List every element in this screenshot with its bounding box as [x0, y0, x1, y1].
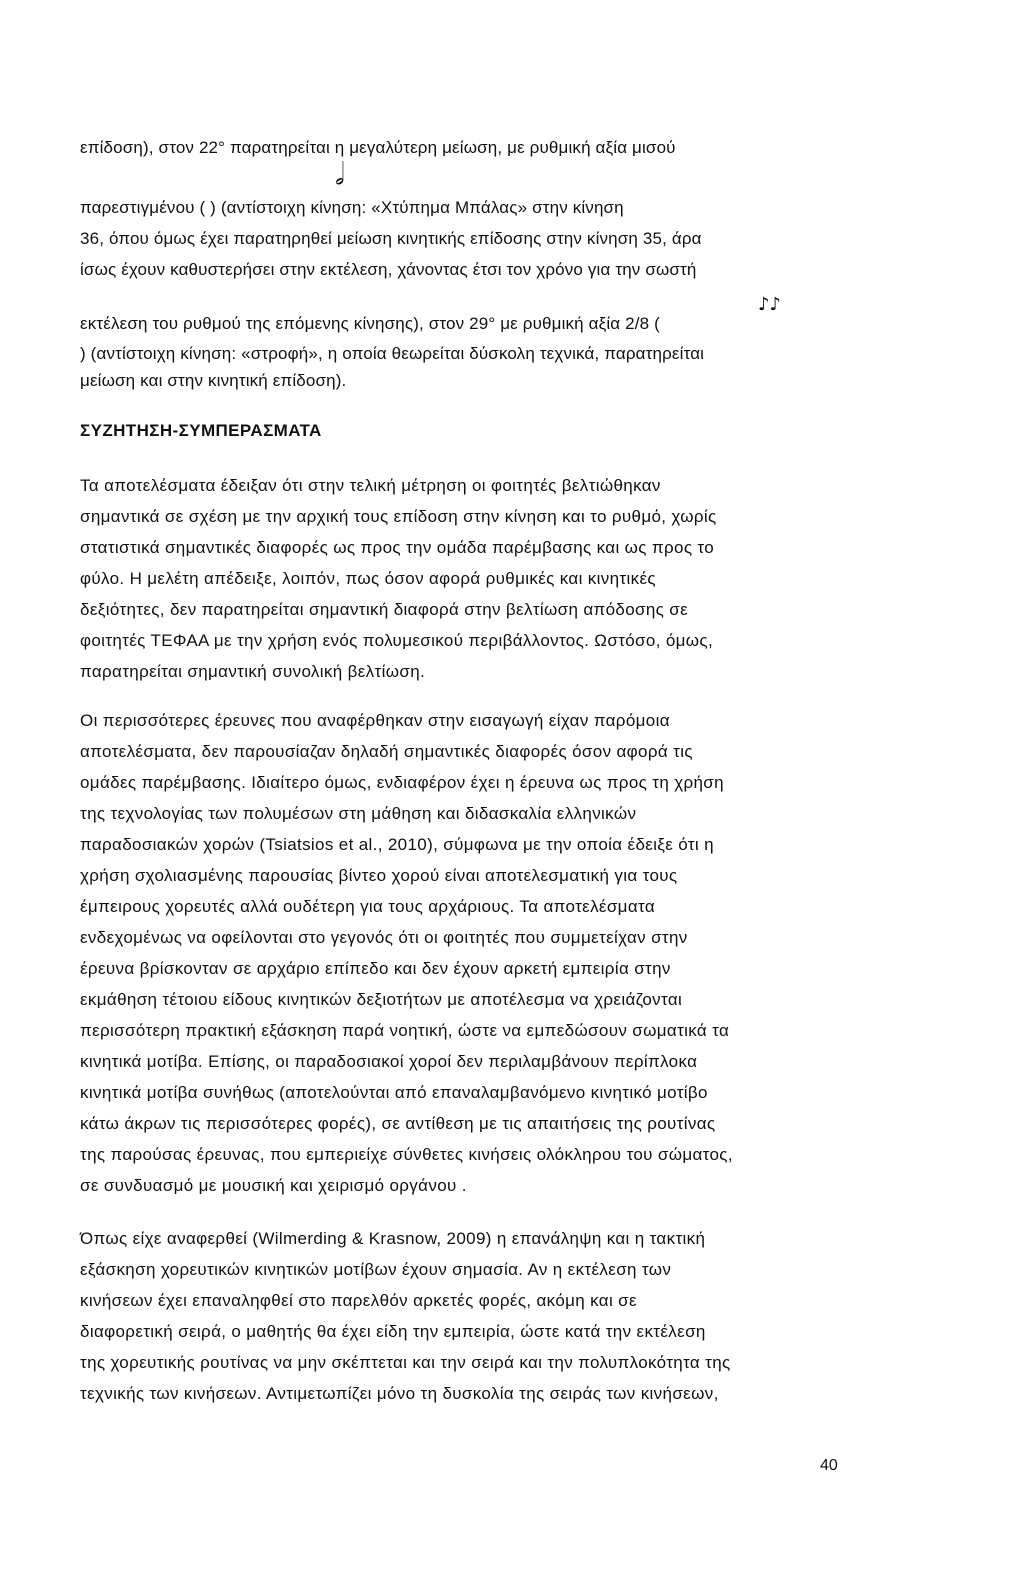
text-line: έμπειρους χορευτές αλλά ουδέτερη για τους αρχάριους. Τα αποτελέσματα	[80, 897, 656, 916]
text-line: σημαντικά σε σχέση με την αρχική τους επίδοση στην κίνηση και το ρυθμό, χωρίς	[80, 507, 717, 526]
text-line: σε συνδυασμό με μουσική και χειρισμό οργάνου .	[80, 1176, 467, 1195]
text-line: εκτέλεση του ρυθμού της επόμενης κίνησης), στον 29° με ρυθμική αξία 2/8 (	[80, 314, 660, 333]
text-line: ) (αντίστοιχη κίνηση: «στροφή», η οποία θεωρείται δύσκολη τεχνικά, παρατηρείται	[80, 344, 705, 363]
text-line: ενδεχομένως να οφείλονται στο γεγονός ότι οι φοιτητές που συμμετείχαν στην	[80, 928, 688, 947]
text-line: Τα αποτελέσματα έδειξαν ότι στην τελική μέτρηση οι φοιτητές βελτιώθηκαν	[80, 476, 661, 495]
text-line: μείωση και στην κινητική επίδοση).	[80, 371, 347, 390]
text-line: εκμάθηση τέτοιου είδους κινητικών δεξιοτήτων με αποτέλεσμα να χρειάζονται	[80, 990, 683, 1009]
text-line: 36, όπου όμως έχει παρατηρηθεί μείωση κινητικής επίδοσης στην κίνηση 35, άρα	[80, 229, 702, 248]
text-line: παραδοσιακών χορών (Tsiatsios et al., 2010), σύμφωνα με την οποία έδειξε ότι η	[80, 835, 714, 854]
text-line: παρατηρείται σημαντική συνολική βελτίωση.	[80, 662, 426, 681]
section-heading: ΣΥΖΗΤΗΣΗ-ΣΥΜΠΕΡΑΣΜΑΤΑ	[80, 421, 322, 440]
text-line: κινήσεων έχει επαναληφθεί στο παρελθόν αρκετές φορές, ακόμη και σε	[80, 1291, 637, 1310]
text-line: δεξιότητες, δεν παρατηρείται σημαντική διαφορά στην βελτίωση απόδοσης σε	[80, 600, 689, 619]
text-line: κινητικά μοτίβα συνήθως (αποτελούνται από επαναλαμβανόμενο κινητικό μοτίβο	[80, 1083, 708, 1102]
text-line: ομάδες παρέμβασης. Ιδιαίτερο όμως, ενδιαφέρον έχει η έρευνα ως προς τη χρήση	[80, 773, 724, 792]
text-line: Όπως είχε αναφερθεί (Wilmerding & Krasnow, 2009) η επανάληψη και η τακτική	[80, 1229, 706, 1248]
text-line: κινητικά μοτίβα. Επίσης, οι παραδοσιακοί χοροί δεν περιλαμβάνουν περίπλοκα	[80, 1052, 698, 1071]
text-line: Οι περισσότερες έρευνες που αναφέρθηκαν στην εισαγωγή είχαν παρόμοια	[80, 711, 670, 730]
text-line: περισσότερη πρακτική εξάσκηση παρά νοητική, ώστε να εμπεδώσουν σωματικά τα	[80, 1021, 730, 1040]
text-line: φύλο. Η μελέτη απέδειξε, λοιπόν, πως όσον αφορά ρυθμικές και κινητικές	[80, 569, 656, 588]
text-line: της παρούσας έρευνας, που εμπεριείχε σύνθετες κινήσεις ολόκληρου του σώματος,	[80, 1145, 733, 1164]
text-line: τεχνικής των κινήσεων. Αντιμετωπίζει μόνο τη δυσκολία της σειράς των κινήσεων,	[80, 1384, 719, 1403]
text-line: χρήση σχολιασμένης παρουσίας βίντεο χορού είναι αποτελεσματική για τους	[80, 866, 678, 885]
text-line: επίδοση), στον 22° παρατηρείται η μεγαλύτερη μείωση, με ρυθμική αξία μισού	[80, 138, 676, 157]
text-line: κάτω άκρων τις περισσότερες φορές), σε αντίθεση με τις απαιτήσεις της ρουτίνας	[80, 1114, 716, 1133]
page-number: 40	[820, 1457, 838, 1474]
text-line: της χορευτικής ρουτίνας να μην σκέπτεται και την σειρά και την πολυπλοκότητα της	[80, 1353, 731, 1372]
text-line: φοιτητές ΤΕΦΑΑ με την χρήση ενός πολυμεσικού περιβάλλοντος. Ωστόσο, όμως,	[80, 631, 714, 650]
text-line: εξάσκηση χορευτικών κινητικών μοτίβων έχουν σημασία. Αν η εκτέλεση των	[80, 1260, 672, 1279]
text-line: έρευνα βρίσκονταν σε αρχάριο επίπεδο και δεν έχουν αρκετή εμπειρία στην	[80, 959, 671, 978]
text-line: παρεστιγμένου ( ) (αντίστοιχη κίνηση: «Χτύπημα Μπάλας» στην κίνηση	[80, 198, 624, 217]
text-line: ίσως έχουν καθυστερήσει στην εκτέλεση, χάνοντας έτσι τον χρόνο για την σωστή	[80, 260, 697, 279]
text-line: αποτελέσματα, δεν παρουσίαζαν δηλαδή σημαντικές διαφορές όσον αφορά τις	[80, 742, 693, 761]
text-line: της τεχνολογίας των πολυμέσων στη μάθηση και διδασκαλία ελληνικών	[80, 804, 637, 823]
dotted-half-note-icon: 𝅗𝅥	[335, 157, 345, 192]
text-line: στατιστικά σημαντικές διαφορές ως προς την ομάδα παρέμβασης και ως προς το	[80, 538, 715, 557]
text-line: διαφορετική σειρά, ο μαθητής θα έχει είδη την εμπειρία, ώστε κατά την εκτέλεση	[80, 1322, 706, 1341]
eighth-note-pair-icon: ♪♪	[758, 294, 781, 315]
